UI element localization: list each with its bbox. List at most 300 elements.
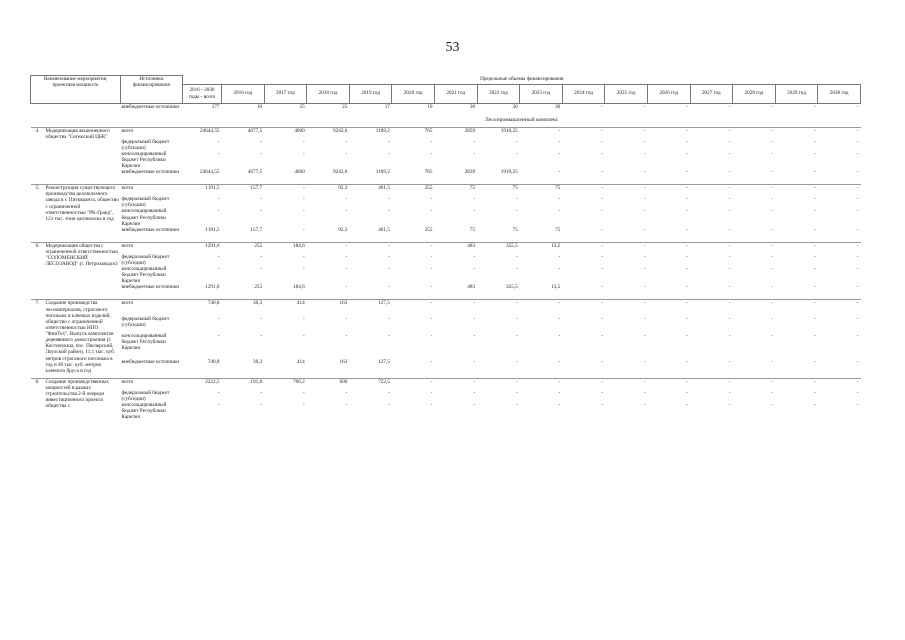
value-cell: -	[814, 332, 816, 339]
value-cell: -	[771, 253, 774, 260]
value-cell: -	[601, 315, 603, 322]
value-cell: -	[686, 358, 689, 365]
value-cell: -	[388, 253, 390, 260]
value-cell: 10	[256, 103, 263, 110]
value-cell: -	[814, 226, 816, 233]
source-cell: консолидированный бюджет Республики Карелия	[121, 150, 167, 169]
value-cell: -	[856, 226, 859, 233]
value-cell: -	[605, 127, 648, 139]
value-cell: 36,3	[253, 358, 263, 365]
value-cell: -	[775, 185, 818, 197]
value-cell: -	[856, 103, 859, 110]
header-year-15: 2030 год	[818, 84, 861, 103]
value-cell: -	[520, 300, 563, 316]
table-row	[31, 333, 861, 359]
value-cell: -	[856, 332, 859, 339]
value-cell: -	[562, 127, 605, 139]
value-cell: 75	[555, 226, 561, 233]
value-cell: -	[515, 402, 518, 409]
value-cell: -	[643, 389, 646, 396]
table-row	[31, 390, 861, 402]
value-cell: -	[473, 402, 476, 409]
value-cell: -	[728, 284, 731, 291]
value-cell: -	[728, 103, 731, 110]
source-cell: федеральный бюджет (субсидии)	[121, 253, 170, 266]
value-cell: -	[302, 266, 305, 272]
value-cell: -	[260, 253, 263, 260]
value-cell: -	[856, 196, 859, 203]
value-cell: -	[430, 332, 433, 339]
header-year-9: 2024 год	[562, 84, 605, 103]
value-cell: -	[601, 358, 603, 365]
value-cell: 24644,55	[200, 169, 220, 176]
value-cell: -	[814, 208, 816, 215]
value-cell: -	[430, 266, 433, 272]
value-cell: 191,8	[222, 378, 265, 390]
table-row	[31, 208, 861, 226]
value-cell: -	[260, 196, 263, 203]
value-cell: -	[345, 315, 348, 322]
value-cell: -	[856, 253, 859, 260]
value-cell: -	[558, 208, 561, 215]
value-cell: -	[775, 300, 818, 316]
value-cell: -	[856, 402, 859, 409]
value-cell: -	[601, 103, 603, 110]
value-cell: -	[647, 242, 690, 254]
value-cell: -	[515, 208, 518, 215]
value-cell: -	[728, 208, 731, 215]
section-row	[31, 115, 861, 128]
value-cell: -	[771, 103, 774, 110]
value-cell: -	[217, 208, 220, 215]
value-cell: 2859	[434, 127, 477, 139]
value-cell: -	[643, 284, 646, 291]
value-cell: -	[601, 169, 603, 176]
value-cell: 2839	[464, 169, 476, 176]
value-cell: -	[558, 389, 561, 396]
value-cell: -	[643, 226, 646, 233]
value-cell: -	[302, 253, 305, 260]
value-cell: -	[515, 332, 518, 339]
value-cell: -	[217, 315, 220, 322]
value-cell: -	[430, 196, 433, 203]
value-cell: -	[856, 284, 859, 291]
object-number: 4.	[31, 127, 45, 180]
value-cell: -	[601, 402, 603, 409]
value-cell: -	[217, 138, 220, 145]
value-cell: -	[562, 378, 605, 390]
value-cell: -	[558, 253, 561, 260]
value-cell: -	[771, 226, 774, 233]
header-year-4: 2019 год	[349, 84, 392, 103]
value-cell: -	[307, 242, 350, 254]
value-cell: -	[601, 332, 603, 339]
value-cell: 461,5	[378, 226, 390, 233]
value-cell: -	[728, 150, 731, 157]
value-cell: -	[345, 284, 348, 291]
value-cell: -	[302, 138, 305, 145]
object-name: Создание производственных мощностей в рамках строительства 2-й очереди инвестиционного проекта общества с	[45, 378, 121, 420]
value-cell: -	[605, 300, 648, 316]
value-cell: -	[814, 103, 816, 110]
value-cell: -	[601, 253, 603, 260]
value-cell: -	[388, 196, 390, 203]
value-cell: -	[814, 402, 816, 409]
value-cell: -	[728, 169, 731, 176]
value-cell: -	[814, 358, 816, 365]
value-cell: -	[728, 226, 731, 233]
value-cell: -	[520, 378, 563, 390]
header-name-col: Наименование мероприятия, проектная мощность	[31, 76, 121, 104]
value-cell: -	[477, 300, 520, 316]
value-cell: -	[264, 185, 307, 197]
value-cell: -	[345, 208, 348, 215]
value-cell: 36,3	[222, 300, 265, 316]
value-cell: -	[601, 138, 603, 145]
value-cell: -	[643, 150, 646, 157]
value-cell: -	[515, 253, 518, 260]
value-cell: -	[686, 389, 689, 396]
source-cell: всего	[121, 127, 183, 139]
value-cell: -	[686, 315, 689, 322]
value-cell: -	[430, 315, 433, 322]
value-cell: -	[601, 208, 603, 215]
value-cell: -	[515, 196, 518, 203]
value-cell: -	[728, 389, 731, 396]
value-cell: -	[302, 315, 305, 322]
value-cell: -	[728, 253, 731, 260]
value-cell: -	[643, 169, 646, 176]
value-cell: 75	[469, 226, 476, 233]
value-cell: -	[562, 242, 605, 254]
value-cell: -	[302, 402, 305, 409]
value-cell: -	[728, 266, 731, 272]
value-cell: -	[601, 226, 603, 233]
value-cell: -	[473, 150, 476, 157]
value-cell: 17	[384, 103, 390, 110]
value-cell: -	[558, 266, 561, 272]
value-cell: -	[690, 127, 733, 139]
value-cell: 483	[434, 242, 477, 254]
value-cell: -	[260, 402, 263, 409]
value-cell: 414	[296, 358, 305, 365]
value-cell: -	[473, 253, 476, 260]
value-cell: -	[388, 402, 390, 409]
value-cell: 1191,5	[205, 226, 220, 233]
source-cell: внебюджетные источники	[121, 226, 180, 233]
value-cell: -	[388, 332, 390, 339]
value-cell: -	[260, 138, 263, 145]
table-row	[31, 103, 861, 115]
value-cell: -	[430, 389, 433, 396]
source-cell: консолидированный бюджет Республики Карелия	[121, 332, 167, 352]
table-row	[31, 227, 861, 238]
value-cell: -	[558, 402, 561, 409]
value-cell: -	[430, 138, 433, 145]
value-cell: -	[771, 138, 774, 145]
value-cell: -	[605, 242, 648, 254]
value-cell: 255	[424, 226, 433, 233]
value-cell: -	[856, 266, 859, 272]
value-cell: -	[643, 332, 646, 339]
value-cell: -	[473, 266, 476, 272]
value-cell: -	[601, 389, 603, 396]
value-cell: 255	[392, 185, 435, 197]
value-cell: 1191,5	[183, 185, 222, 197]
table-row	[31, 316, 861, 333]
value-cell: 1189,2	[375, 169, 390, 176]
value-cell: -	[647, 378, 690, 390]
value-cell: -	[856, 358, 859, 365]
header-year-14: 2029 год	[775, 84, 818, 103]
value-cell: -	[473, 358, 476, 365]
table-row	[31, 402, 861, 420]
value-cell: -	[686, 208, 689, 215]
value-cell: -	[217, 389, 220, 396]
value-cell: 1910,25	[477, 127, 520, 139]
value-cell: -	[388, 389, 390, 396]
header-volumes-caption: Предельные объемы финансирования	[183, 76, 861, 85]
value-cell: -	[686, 266, 689, 272]
value-cell: -	[771, 402, 774, 409]
value-cell: -	[686, 196, 689, 203]
value-cell: -	[856, 138, 859, 145]
value-cell: 2222,5	[183, 378, 222, 390]
value-cell: -	[814, 266, 816, 272]
table-row	[31, 139, 861, 151]
value-cell: 1291,6	[205, 284, 220, 291]
table-row	[31, 185, 861, 197]
object-number: 5.	[31, 185, 45, 238]
value-cell: -	[771, 169, 774, 176]
value-cell: -	[260, 332, 263, 339]
value-cell: -	[814, 150, 816, 157]
value-cell: -	[856, 169, 859, 176]
table-row	[31, 169, 861, 180]
value-cell: -	[473, 196, 476, 203]
value-cell: 75	[512, 226, 518, 233]
value-cell: -	[434, 300, 477, 316]
value-cell: -	[686, 138, 689, 145]
value-cell: -	[728, 315, 731, 322]
value-cell: -	[515, 138, 518, 145]
value-cell: 184,6	[264, 242, 307, 254]
value-cell: 765	[424, 169, 433, 176]
table-row	[31, 151, 861, 169]
section-title: Лесопромышленный комплекс	[484, 117, 559, 124]
value-cell: 127,5	[378, 358, 390, 365]
value-cell: -	[733, 127, 776, 139]
value-cell: -	[434, 378, 477, 390]
value-cell: -	[515, 150, 518, 157]
value-cell: -	[814, 389, 816, 396]
value-cell: -	[733, 185, 776, 197]
value-cell: 722,5	[349, 378, 392, 390]
value-cell: -	[345, 138, 348, 145]
value-cell: -	[686, 332, 689, 339]
value-cell: -	[260, 208, 263, 215]
value-cell: -	[647, 300, 690, 316]
value-cell: -	[814, 138, 816, 145]
object-number: 7.	[31, 300, 45, 374]
value-cell: -	[690, 242, 733, 254]
table-row	[31, 378, 861, 390]
value-cell: 765	[392, 127, 435, 139]
value-cell: -	[217, 266, 220, 272]
value-cell: -	[392, 378, 435, 390]
value-cell: -	[601, 196, 603, 203]
value-cell: 740,8	[183, 300, 222, 316]
value-cell: -	[647, 127, 690, 139]
value-cell: -	[814, 253, 816, 260]
header-year-2: 2017 год	[264, 84, 307, 103]
table-row	[31, 127, 861, 139]
header-year-0: 2016 - 2030 годы - всего	[183, 84, 222, 103]
value-cell: -	[388, 315, 390, 322]
source-cell: внебюджетные источники	[121, 103, 180, 110]
value-cell: 255	[254, 284, 263, 291]
value-cell: -	[430, 358, 433, 365]
value-cell: 255	[222, 242, 265, 254]
object-name: Модернизация акционерного общества "Сегежский ЦБК"	[45, 127, 121, 180]
value-cell: 92,3	[307, 185, 350, 197]
value-cell: -	[643, 196, 646, 203]
object-number: 8.	[31, 378, 45, 420]
value-cell: -	[643, 103, 646, 110]
header-year-8: 2023 год	[520, 84, 563, 103]
value-cell: -	[515, 358, 518, 365]
value-cell: -	[217, 402, 220, 409]
value-cell: -	[814, 284, 816, 291]
value-cell: -	[217, 332, 220, 339]
value-cell: 740,8	[207, 358, 220, 365]
value-cell: -	[771, 284, 774, 291]
value-cell: -	[728, 402, 731, 409]
value-cell: 9243,6	[333, 169, 348, 176]
value-cell: -	[771, 196, 774, 203]
value-cell: -	[643, 253, 646, 260]
value-cell: -	[771, 150, 774, 157]
object-name: Модернизация общества с ограниченной ответственностью "СОЛОМЕНСКИЙ ЛЕСОЗАВОД" (г. Петрозаводск)	[45, 242, 121, 295]
value-cell: -	[686, 150, 689, 157]
value-cell: 355,5	[477, 242, 520, 254]
value-cell: -	[818, 185, 861, 197]
value-cell: -	[775, 378, 818, 390]
value-cell: -	[686, 226, 689, 233]
value-cell: 30	[469, 103, 476, 110]
value-cell: -	[771, 266, 774, 272]
value-cell: -	[558, 196, 561, 203]
value-cell: 414	[264, 300, 307, 316]
value-cell: -	[392, 242, 435, 254]
source-cell: внебюджетные источники	[121, 169, 180, 176]
empty-cell	[31, 115, 183, 128]
value-cell: -	[856, 315, 859, 322]
header-year-1: 2016 год	[222, 84, 265, 103]
value-cell: -	[558, 315, 561, 322]
value-cell: 184,6	[293, 284, 305, 291]
value-cell: -	[260, 389, 263, 396]
value-cell: -	[349, 242, 392, 254]
header-year-3: 2018 год	[307, 84, 350, 103]
value-cell: -	[260, 266, 263, 272]
value-cell: -	[771, 389, 774, 396]
value-cell: 157,7	[222, 185, 265, 197]
header-year-10: 2025 год	[605, 84, 648, 103]
value-cell: -	[302, 332, 305, 339]
value-cell: -	[818, 127, 861, 139]
value-cell: -	[217, 196, 220, 203]
value-cell: -	[515, 389, 518, 396]
value-cell: 30	[555, 103, 561, 110]
value-cell: -	[477, 378, 520, 390]
value-cell: 75	[434, 185, 477, 197]
value-cell: -	[728, 138, 731, 145]
value-cell: -	[643, 315, 646, 322]
value-cell: -	[771, 332, 774, 339]
value-cell: -	[771, 358, 774, 365]
value-cell: -	[643, 402, 646, 409]
value-cell: -	[601, 284, 603, 291]
value-cell: -	[775, 242, 818, 254]
source-cell: федеральный бюджет (субсидии)	[121, 196, 170, 209]
value-cell: -	[775, 127, 818, 139]
value-cell: -	[388, 284, 390, 291]
value-cell: 30	[512, 103, 518, 110]
value-cell: -	[515, 315, 518, 322]
value-cell: -	[562, 300, 605, 316]
value-cell: -	[562, 185, 605, 197]
value-cell: -	[728, 196, 731, 203]
value-cell: -	[818, 378, 861, 390]
value-cell: 355,5	[505, 284, 518, 291]
value-cell: 157,7	[250, 226, 263, 233]
table-row	[31, 242, 861, 254]
value-cell: -	[345, 389, 348, 396]
value-cell: -	[771, 315, 774, 322]
value-cell: -	[388, 266, 390, 272]
value-cell: 25	[342, 103, 348, 110]
object-name: Создание производства лесоматериалов, строганого погонажа и клееных изделий, общество с ограниченной ответственностью НПО "ФинТех". Выпуск комплектов деревянного домостроения (г. Костомукша, пос. Пяозерский, Лоухский район), 11,1 тыс. куб. метров строганого погонажа в год и 40 тыс. куб. метров клееного бруса в год	[45, 300, 121, 374]
value-cell: -	[686, 103, 689, 110]
value-cell: -	[430, 284, 433, 291]
value-cell: -	[473, 208, 476, 215]
value-cell: 1910,25	[500, 169, 518, 176]
value-cell: -	[818, 300, 861, 316]
header-year-6: 2021 год	[434, 84, 477, 103]
value-cell: 177	[211, 103, 220, 110]
value-cell: -	[302, 150, 305, 157]
value-cell: -	[605, 378, 648, 390]
value-cell: -	[818, 242, 861, 254]
source-cell: консолидированный бюджет Республики Карелия	[121, 402, 167, 421]
value-cell: -	[643, 266, 646, 272]
header-year-5: 2020 год	[392, 84, 435, 103]
source-cell: всего	[121, 378, 183, 390]
value-cell: -	[558, 169, 561, 176]
empty-cell	[31, 103, 45, 115]
value-cell: 127,5	[349, 300, 392, 316]
value-cell: -	[473, 332, 476, 339]
source-cell: всего	[121, 300, 183, 316]
value-cell: -	[686, 284, 689, 291]
source-cell: федеральный бюджет (субсидии)	[121, 389, 170, 402]
value-cell: -	[345, 332, 348, 339]
value-cell: -	[814, 315, 816, 322]
value-cell: -	[392, 300, 435, 316]
value-cell: -	[601, 150, 603, 157]
header-year-13: 2028 год	[733, 84, 776, 103]
